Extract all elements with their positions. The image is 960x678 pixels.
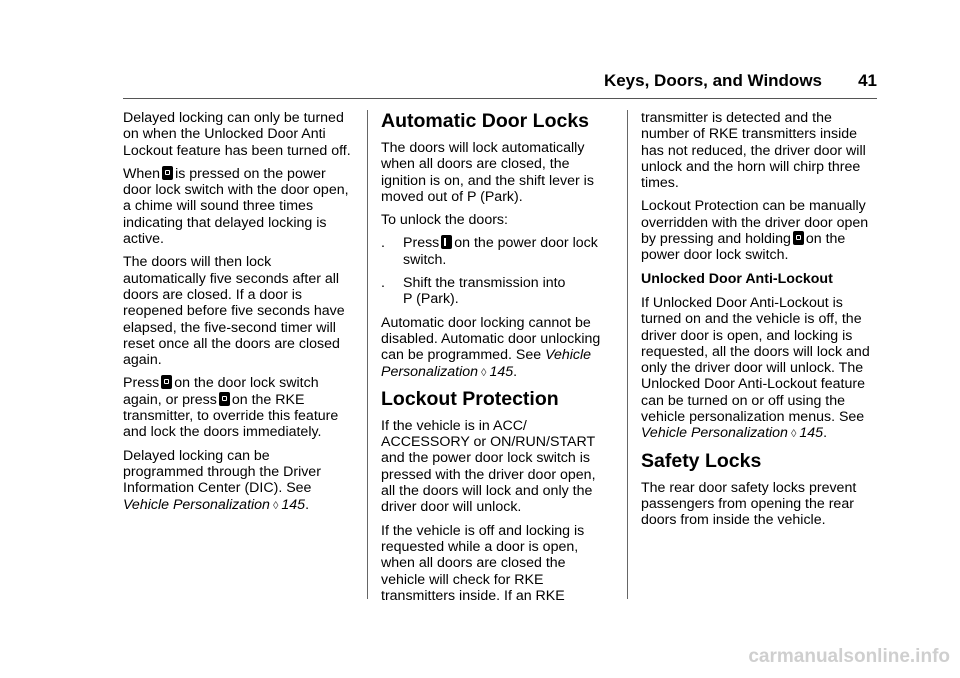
paragraph — [641, 295, 881, 443]
text: on the power door lock switch. — [641, 231, 846, 264]
cross-reference-link[interactable]: Vehicle Personalization — [123, 496, 270, 513]
reference-page[interactable]: 145 — [489, 363, 514, 380]
lock-icon — [161, 375, 172, 389]
lock-icon — [162, 166, 173, 180]
section-title: Keys, Doors, and Windows — [603, 71, 822, 90]
text: Press — [403, 235, 440, 252]
reference-arrow-icon: ◊ — [481, 366, 487, 379]
paragraph — [123, 375, 358, 440]
bullet-marker: . — [381, 275, 385, 292]
text: Press — [123, 375, 160, 392]
paragraph: The doors will lock automatically when all doors are closed, the ignition is on, and the shift lever is moved out of P (Park). — [381, 140, 594, 205]
text: When — [123, 165, 161, 182]
paragraph — [641, 198, 881, 263]
list-item-text: Shift the transmission into P (Park). — [403, 275, 566, 308]
paragraph — [123, 166, 358, 247]
paragraph: If the vehicle is off and locking is requested while a door is open, when all doors are closed the vehicle will check for RKE transmitters inside. If an RKE — [381, 522, 585, 604]
paragraph — [381, 315, 616, 381]
heading-lockout-protection: Lockout Protection — [381, 387, 559, 410]
text: . — [823, 425, 828, 442]
paragraph: If the vehicle is in ACC/ ACCESSORY or ON/RUN/START and the power door lock switch is pressed with the driver door open, all the doors will lock and only the driver door will unlock. — [381, 417, 596, 516]
paragraph — [123, 448, 358, 514]
text: on the RKE transmitter, to override this feature and lock the doors immediately. — [123, 391, 339, 441]
text: on the door lock switch again, or press — [123, 375, 319, 408]
list-item — [381, 235, 616, 268]
list-item — [381, 275, 616, 308]
text: If Unlocked Door Anti-Lockout is turned on and the vehicle is off, the driver door is open, and locking is requested, all the doors will lock and only the driver door will unlock. The Unlocked Door Anti-Lockout feature can be turned on or off using the vehicle personalization menus. See — [641, 294, 870, 426]
reference-page[interactable]: 145 — [281, 496, 306, 513]
text: is pressed on the power door lock switch with the door open, a chime will sound three times indicating that delayed locking is active. — [123, 165, 349, 248]
paragraph: transmitter is detected and the number of RKE transmitters inside has not reduced, the driver door will unlock and the horn will chirp three times. — [641, 110, 866, 192]
text: . — [305, 496, 310, 513]
column-divider — [367, 110, 368, 599]
text: . — [513, 363, 518, 380]
lock-icon — [219, 392, 230, 406]
page-number: 41 — [858, 71, 877, 90]
reference-arrow-icon: ◊ — [790, 428, 797, 441]
text: Automatic door locking cannot be disabled. Automatic door unlocking can be programmed. See — [381, 314, 601, 364]
watermark: carmanualsonline.info — [748, 646, 950, 667]
heading-automatic-door-locks: Automatic Door Locks — [381, 110, 590, 132]
header-rule — [123, 98, 877, 99]
page-header — [123, 71, 877, 97]
column-1 — [123, 110, 358, 521]
list-item-text — [403, 235, 598, 268]
column-2 — [381, 110, 616, 611]
bullet-marker: . — [381, 235, 385, 252]
heading-unlocked-door-anti-lockout: Unlocked Door Anti-Lockout — [641, 270, 833, 287]
text: on the power door lock switch. — [403, 235, 598, 268]
cross-reference-link[interactable]: Vehicle Personalization — [641, 425, 788, 442]
lock-icon — [793, 231, 804, 245]
column-3 — [641, 110, 881, 536]
unlock-icon — [441, 235, 452, 249]
paragraph: The doors will then lock automatically five seconds after all doors are closed. If a door is reopened before five seconds have elapsed, the five-second timer will reset once all the doors are closed again. — [123, 254, 345, 369]
paragraph: Delayed locking can only be turned on when the Unlocked Door Anti Lockout feature has been turned off. — [123, 110, 351, 159]
text: Lockout Protection can be manually overridden with the driver door open by pressing and holding — [641, 198, 869, 248]
paragraph: The rear door safety locks prevent passengers from opening the rear doors from inside the vehicle. — [641, 479, 857, 529]
cross-reference-link[interactable]: Vehicle Personalization — [381, 347, 592, 380]
reference-page[interactable]: 145 — [799, 425, 824, 442]
column-divider — [627, 110, 628, 599]
text: Delayed locking can be programmed through the Driver Information Center (DIC). See — [123, 447, 321, 497]
reference-arrow-icon: ◊ — [272, 499, 279, 512]
paragraph: To unlock the doors: — [381, 212, 508, 229]
heading-safety-locks: Safety Locks — [641, 449, 762, 472]
